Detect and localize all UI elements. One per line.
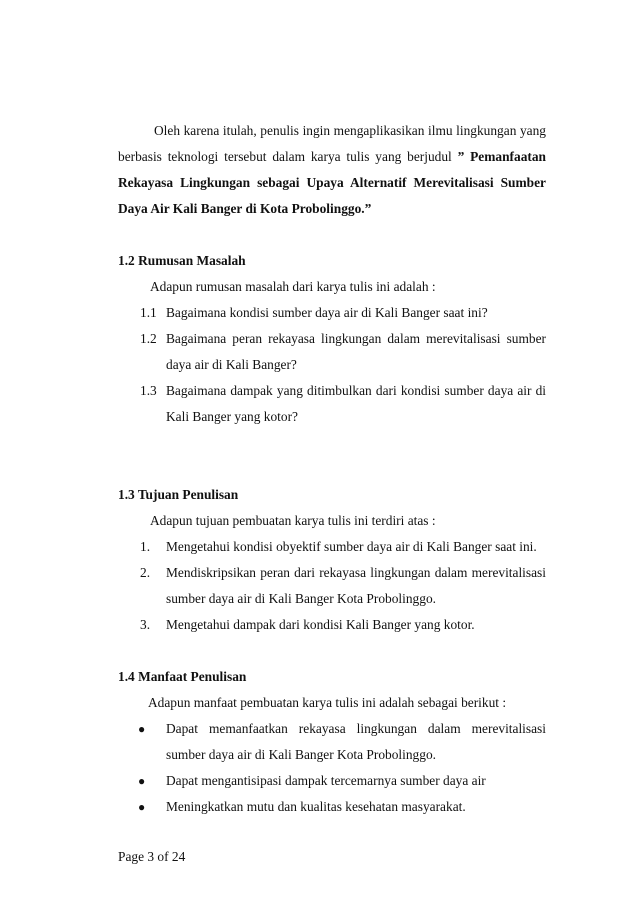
list-item-number: 1. <box>140 539 151 554</box>
list-item <box>118 716 546 768</box>
bullet-icon: ● <box>138 722 146 736</box>
spacer <box>118 222 546 248</box>
tujuan-list <box>118 534 546 638</box>
list-item <box>118 768 546 794</box>
list-item-text: Mengetahui kondisi obyektif sumber daya air di Kali Banger saat ini. <box>166 539 537 554</box>
bullet-icon: ● <box>138 800 146 814</box>
page-content <box>118 118 546 820</box>
section-heading-tujuan: 1.3 Tujuan Penulisan <box>118 487 239 502</box>
list-item-number: 1.3 <box>140 383 157 398</box>
list-item-text: Bagaimana dampak yang ditimbulkan dari kondisi sumber daya air di Kali Banger yang kotor? <box>166 383 546 424</box>
list-item <box>118 300 546 326</box>
intro-paragraph <box>118 118 546 222</box>
list-item <box>118 560 546 612</box>
list-item-number: 1.1 <box>140 305 157 320</box>
list-item-number: 1.2 <box>140 331 157 346</box>
section-intro-tujuan: Adapun tujuan pembuatan karya tulis ini terdiri atas : <box>150 513 436 528</box>
list-item <box>118 794 546 820</box>
section-intro-manfaat: Adapun manfaat pembuatan karya tulis ini adalah sebagai berikut : <box>148 695 507 710</box>
manfaat-list <box>118 716 546 820</box>
intro-title-bold: ” Pemanfaatan Rekayasa Lingkungan sebagai Upaya Alternatif Merevitalisasi Sumber Daya Air Kali Banger di Kota Probolinggo.” <box>118 149 546 216</box>
list-item-text: Bagaimana peran rekayasa lingkungan dalam merevitalisasi sumber daya air di Kali Banger? <box>166 331 546 372</box>
list-item <box>118 326 546 378</box>
list-item-text: Dapat memanfaatkan rekayasa lingkungan dalam merevitalisasi sumber daya air di Kali Banger Kota Probolinggo. <box>166 721 546 762</box>
bullet-icon: ● <box>138 774 146 788</box>
section-heading-rumusan: 1.2 Rumusan Masalah <box>118 253 246 268</box>
list-item-number: 3. <box>140 617 151 632</box>
page-number: Page 3 of 24 <box>118 849 186 864</box>
list-item-text: Meningkatkan mutu dan kualitas kesehatan masyarakat. <box>166 799 466 814</box>
list-item <box>118 378 546 430</box>
list-item <box>118 612 546 638</box>
list-item-text: Mendiskripsikan peran dari rekayasa lingkungan dalam merevitalisasi sumber daya air di Kali Banger Kota Probolinggo. <box>166 565 546 606</box>
list-item-number: 2. <box>140 565 151 580</box>
rumusan-list <box>118 300 546 430</box>
list-item-text: Dapat mengantisipasi dampak tercemarnya sumber daya air <box>166 773 486 788</box>
spacer <box>118 430 546 482</box>
section-heading-manfaat: 1.4 Manfaat Penulisan <box>118 669 247 684</box>
intro-text: Oleh karena itulah, penulis ingin mengaplikasikan ilmu lingkungan yang berbasis teknologi tersebut dalam karya tulis yang berjudul <box>118 123 546 164</box>
section-intro-rumusan: Adapun rumusan masalah dari karya tulis ini adalah : <box>150 279 436 294</box>
spacer <box>118 638 546 664</box>
list-item-text: Mengetahui dampak dari kondisi Kali Banger yang kotor. <box>166 617 475 632</box>
list-item-text: Bagaimana kondisi sumber daya air di Kali Banger saat ini? <box>166 305 488 320</box>
list-item <box>118 534 546 560</box>
